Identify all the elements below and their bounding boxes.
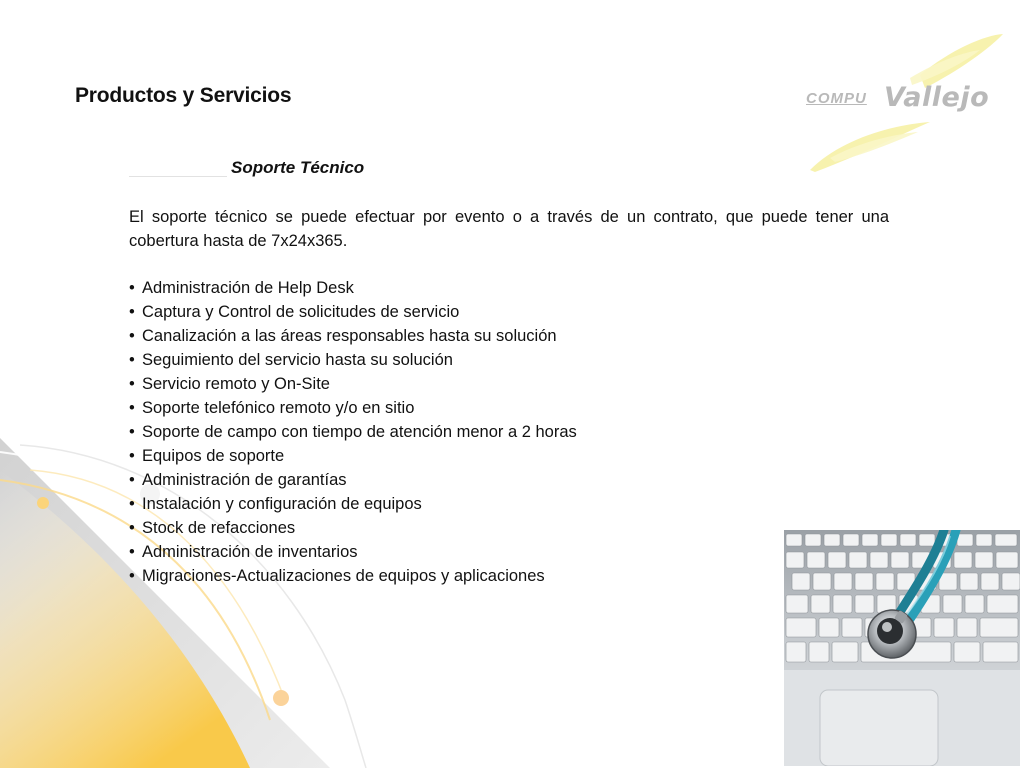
list-item [129, 300, 577, 324]
list-item-text: Administración de Help Desk [142, 279, 354, 297]
bullet-icon: • [129, 567, 135, 585]
list-item-text: Instalación y configuración de equipos [142, 495, 422, 513]
list-item-text: Captura y Control de solicitudes de servicio [142, 303, 460, 321]
list-item [129, 492, 577, 516]
list-item-text: Migraciones-Actualizaciones de equipos y aplicaciones [142, 567, 545, 585]
section-divider [129, 176, 227, 177]
section-title: Soporte Técnico [231, 158, 365, 177]
company-logo [800, 30, 1010, 175]
list-item [129, 420, 577, 444]
logo-wordmark [800, 82, 1010, 122]
list-item-text: Canalización a las áreas responsables hasta su solución [142, 327, 557, 345]
services-list [129, 276, 577, 588]
bullet-icon: • [129, 279, 135, 297]
logo-compu-text: COMPU [806, 90, 867, 107]
list-item [129, 540, 577, 564]
list-item-text: Administración de inventarios [142, 543, 358, 561]
list-item-text: Soporte de campo con tiempo de atención menor a 2 horas [142, 423, 577, 441]
list-item-text: Stock de refacciones [142, 519, 296, 537]
list-item-text: Seguimiento del servicio hasta su solución [142, 351, 453, 369]
bullet-icon: • [129, 495, 135, 513]
list-item [129, 516, 577, 540]
list-item [129, 348, 577, 372]
list-item-text: Administración de garantías [142, 471, 347, 489]
list-item [129, 444, 577, 468]
list-item-text: Equipos de soporte [142, 447, 285, 465]
list-item [129, 324, 577, 348]
list-item [129, 372, 577, 396]
bullet-icon: • [129, 351, 135, 369]
bullet-icon: • [129, 303, 135, 321]
bullet-icon: • [129, 447, 135, 465]
list-item-text: Soporte telefónico remoto y/o en sitio [142, 399, 415, 417]
bullet-icon: • [129, 471, 135, 489]
bullet-icon: • [129, 543, 135, 561]
bullet-icon: • [129, 399, 135, 417]
list-item [129, 468, 577, 492]
list-item [129, 276, 577, 300]
intro-paragraph: El soporte técnico se puede efectuar por evento o a través de un contrato, que puede tener una cobertura hasta de 7x24x365. [129, 208, 889, 250]
logo-vallejo-text: Vallejo [884, 82, 990, 113]
bullet-icon: • [129, 327, 135, 345]
stethoscope-keyboard-photo [784, 530, 1020, 766]
bullet-icon: • [129, 519, 135, 537]
bullet-icon: • [129, 423, 135, 441]
page-title: Productos y Servicios [75, 84, 292, 107]
bullet-icon: • [129, 375, 135, 393]
list-item [129, 564, 577, 588]
list-item [129, 396, 577, 420]
stethoscope-icon [784, 530, 1020, 766]
list-item-text: Servicio remoto y On-Site [142, 375, 330, 393]
